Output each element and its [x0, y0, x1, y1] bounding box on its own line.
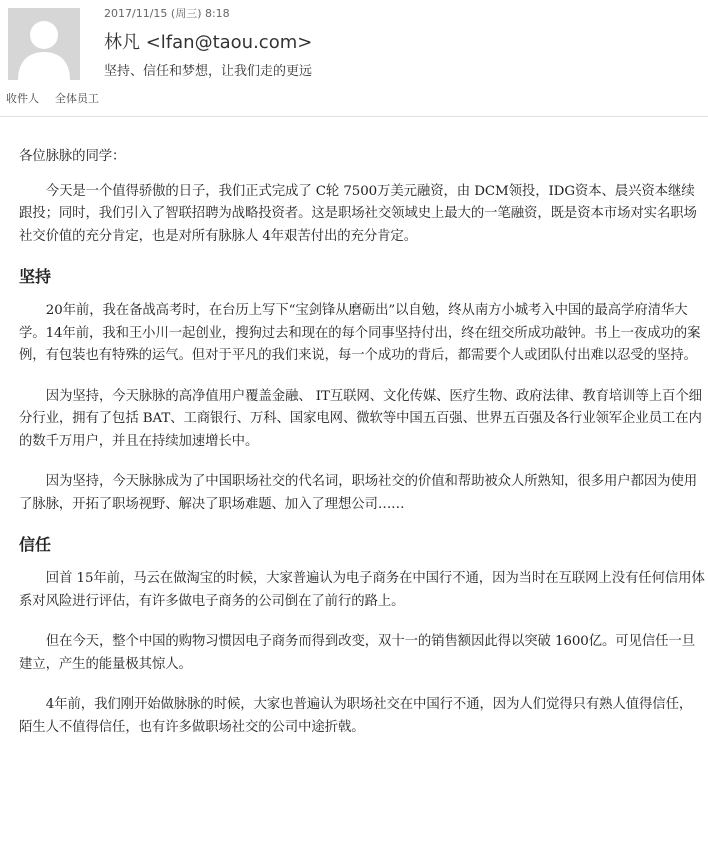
recipients-label: 收件人 — [6, 92, 39, 105]
persistence-paragraph-1: 20年前，我在备战高考时，在台历上写下“宝剑锋从磨砺出”以自勉，终从南方小城考入中国的最高学府清华大学。14年前，我和王小川一起创业，搜狗过去和现在的每个同事坚持付出，终在纽交所成功敲钟。书上一夜成功的案例，有包装也有特殊的运气。但对于平凡的我们来说，每一个成功的背后，都需要个人或团队付出难以忍受的坚持。 — [19, 303, 701, 363]
avatar-silhouette — [8, 8, 80, 80]
recipients-value[interactable]: 全体员工 — [55, 92, 99, 105]
section-heading-persistence: 坚持 — [19, 267, 52, 286]
email-header — [0, 0, 708, 112]
greeting: 各位脉脉的同学： — [19, 149, 126, 164]
email-body — [19, 146, 705, 757]
email-subject: 坚持、信任和梦想，让我们走的更远 — [104, 64, 313, 79]
trust-paragraph-1: 回首 15年前，马云在做淘宝的时候，大家普遍认为电子商务在中国行不通，因为当时在互联网上没有任何信用体系对风险进行评估，有许多做电子商务的公司倒在了前行的路上。 — [19, 571, 705, 609]
email-date: 2017/11/15 (周三) 8:18 — [104, 7, 230, 20]
trust-paragraph-2: 但在今天，整个中国的购物习惯因电子商务而得到改变，双十一的销售额因此得以突破 1600亿。可见信任一旦建立，产生的能量极其惊人。 — [19, 634, 695, 672]
email-recipients — [6, 90, 99, 106]
default-user-avatar-icon[interactable] — [8, 8, 80, 80]
trust-paragraph-3: 4年前，我们刚开始做脉脉的时候，大家也普遍认为职场社交在中国行不通，因为人们觉得只有熟人值得信任，陌生人不值得信任，也有许多做职场社交的公司中途折戟。 — [19, 697, 693, 735]
header-divider — [0, 116, 708, 117]
intro-paragraph: 今天是一个值得骄傲的日子，我们正式完成了 C轮 7500万美元融资，由 DCM领投，IDG资本、晨兴资本继续跟投；同时，我们引入了智联招聘为战略投资者。这是职场社交领域史上最大的一笔融资，既是资本市场对实名职场社交价值的充分肯定，也是对所有脉脉人 4年艰苦付出的充分肯定。 — [19, 183, 697, 244]
persistence-paragraph-3: 因为坚持，今天脉脉成为了中国职场社交的代名词，职场社交的价值和帮助被众人所熟知，很多用户都因为使用了脉脉，开拓了职场视野、解决了职场难题、加入了理想公司…… — [19, 474, 698, 512]
persistence-paragraph-2: 因为坚持，今天脉脉的高净值用户覆盖金融、 IT互联网、文化传媒、医疗生物、政府法律、教育培训等上百个细分行业，拥有了包括 BAT、工商银行、万科、国家电网、微软等中国五百强、世界五百强及各行业领军企业员工在内的数千万用户，并且在持续加速增长中。 — [19, 388, 702, 449]
section-heading-trust: 信任 — [19, 535, 52, 554]
email-sender[interactable]: 林凡 <lfan@taou.com> — [104, 32, 313, 53]
